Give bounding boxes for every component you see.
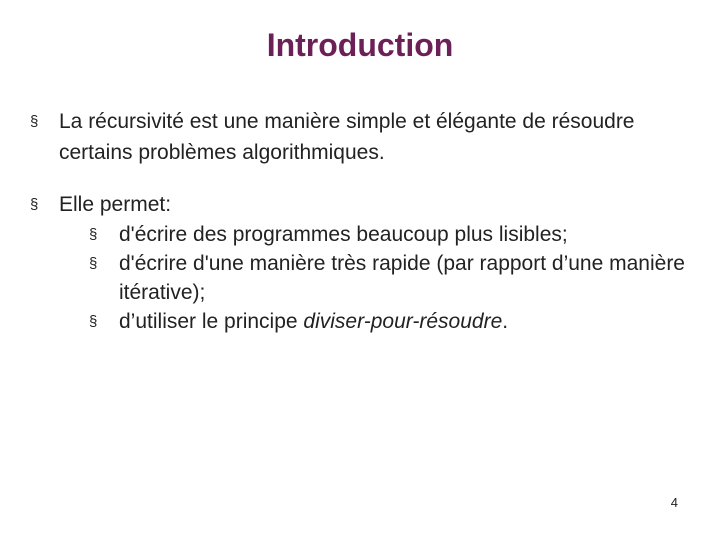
sub-bullet-readable (89, 220, 690, 249)
slide-content (30, 106, 690, 336)
sub-bullet-text-italic: diviser-pour-résoudre (303, 310, 503, 333)
bullet-text: Elle permet: (59, 193, 172, 216)
slide-number: 4 (670, 495, 678, 510)
sub-bullet-text-prefix: d’utiliser le principe (119, 310, 304, 333)
sub-bullet-list (89, 220, 690, 336)
bullet-marker-icon: § (30, 113, 39, 130)
sub-bullet-text: d'écrire d'une manière très rapide (par rapport d’une manière itérative); (119, 252, 685, 304)
bullet-recursivity (30, 106, 690, 168)
sub-bullet-marker-icon: § (89, 226, 98, 243)
sub-bullet-marker-icon: § (89, 255, 98, 272)
sub-bullet-divide (89, 307, 690, 336)
bullet-allows (30, 189, 690, 336)
bullet-text: La récursivité est une manière simple et élégante de résoudre certains problèmes algorithmiques. (59, 110, 635, 164)
sub-bullet-text-suffix: . (502, 310, 509, 333)
slide-title: Introduction (266, 27, 454, 63)
sub-bullet-marker-icon: § (89, 313, 98, 330)
sub-bullet-fast (89, 249, 690, 307)
bullet-marker-icon: § (30, 196, 39, 213)
sub-bullet-text: d'écrire des programmes beaucoup plus lisibles; (119, 223, 568, 246)
